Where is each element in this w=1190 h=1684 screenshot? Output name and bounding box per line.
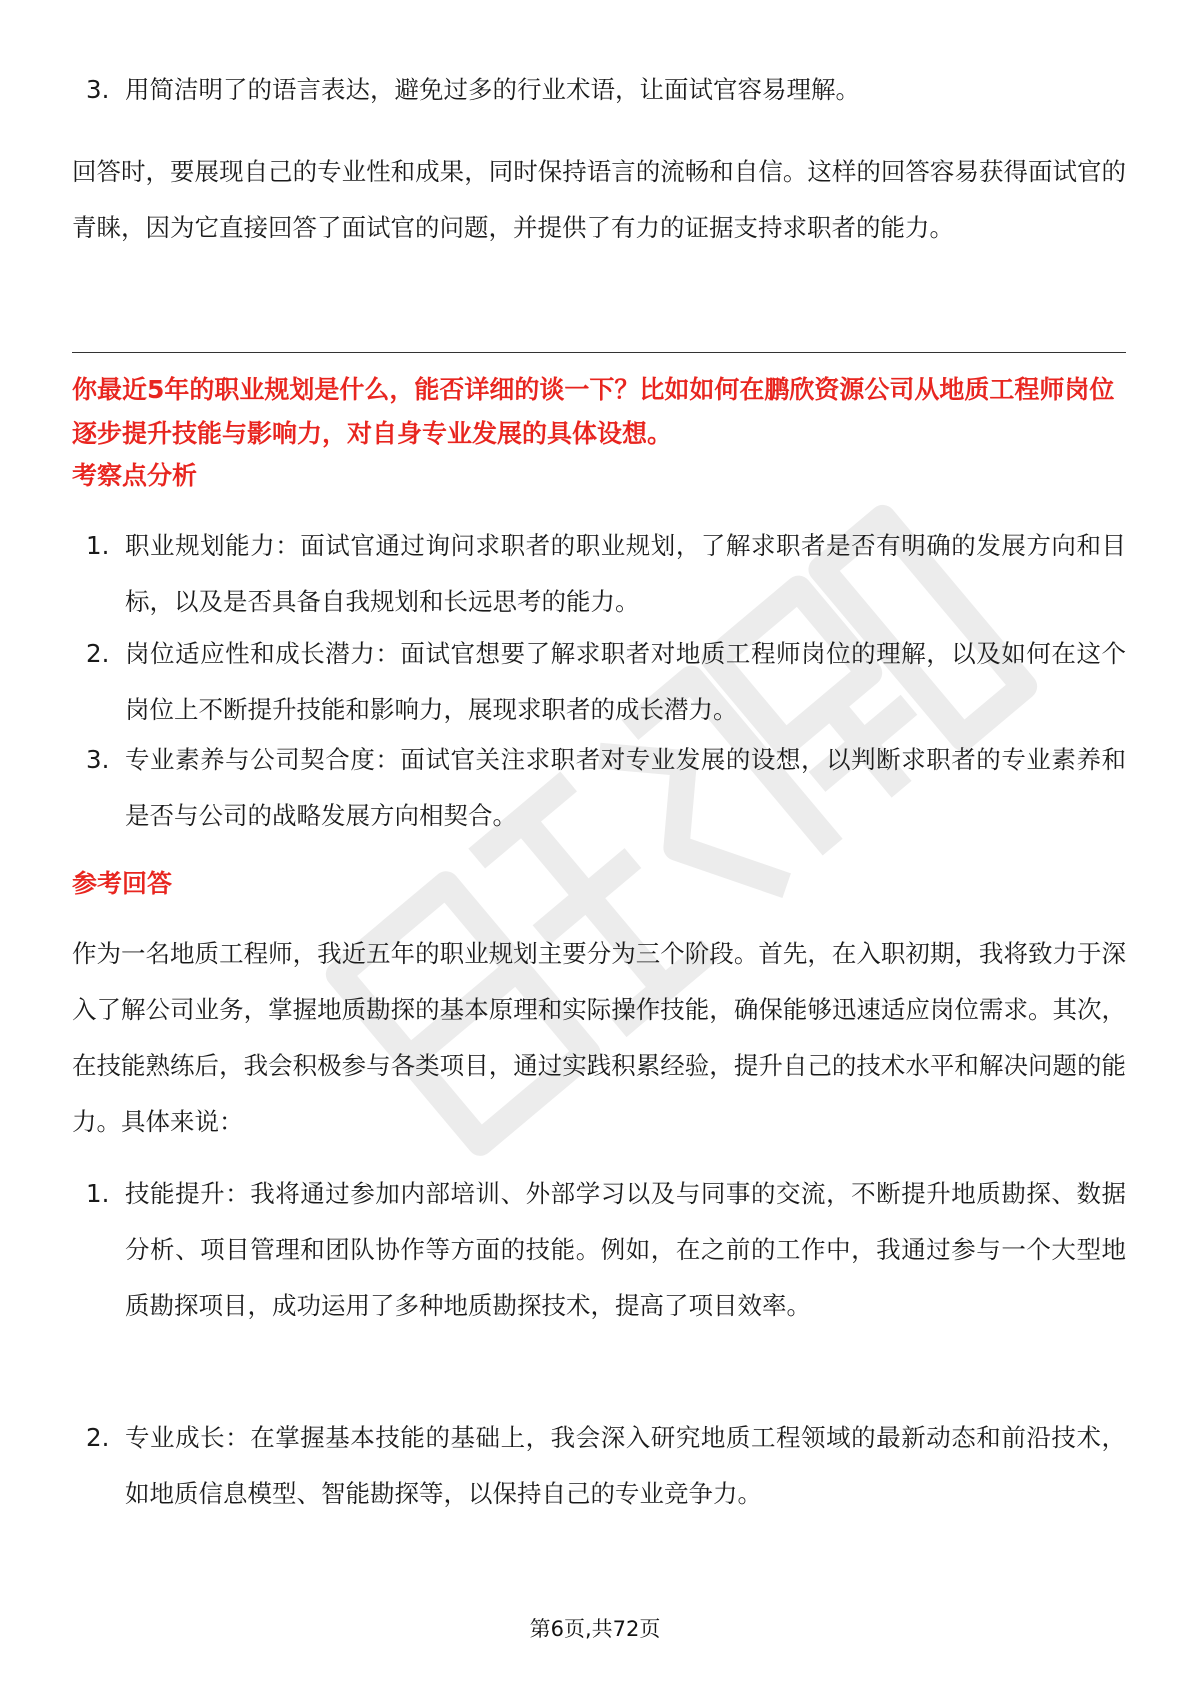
list-number: 2.	[86, 1423, 110, 1452]
list-item-text: 岗位适应性和成长潜力：面试官想要了解求职者对地质工程师岗位的理解，以及如何在这个岗位上不断提升技能和影响力，展现求职者的成长潜力。	[125, 639, 1126, 724]
answer-intro-paragraph: 作为一名地质工程师，我近五年的职业规划主要分为三个阶段。首先，在入职初期，我将致力于深入了解公司业务，掌握地质勘探的基本原理和实际操作技能，确保能够迅速适应岗位需求。其次，在技能熟练后，我会积极参与各类项目，通过实践积累经验，提升自己的技术水平和解决问题的能力。具体来说：	[72, 939, 1126, 1136]
prev-list-item-3	[72, 62, 1126, 118]
analysis-item-3	[72, 732, 1126, 844]
page-footer: 第6页,共72页	[529, 1617, 661, 1641]
list-item-text: 技能提升：我将通过参加内部培训、外部学习以及与同事的交流，不断提升地质勘探、数据分析、项目管理和团队协作等方面的技能。例如，在之前的工作中，我通过参与一个大型地质勘探项目，成功运用了多种地质勘探技术，提高了项目效率。	[125, 1179, 1126, 1320]
list-item-text: 专业成长：在掌握基本技能的基础上，我会深入研究地质工程领域的最新动态和前沿技术，如地质信息模型、智能勘探等，以保持自己的专业竞争力。	[125, 1423, 1126, 1508]
list-item-text: 用简洁明了的语言表达，避免过多的行业术语，让面试官容易理解。	[125, 75, 860, 104]
analysis-heading: 考察点分析	[72, 461, 198, 490]
prev-summary-paragraph: 回答时，要展现自己的专业性和成果，同时保持语言的流畅和自信。这样的回答容易获得面试官的青睐，因为它直接回答了面试官的问题，并提供了有力的证据支持求职者的能力。	[72, 157, 1126, 242]
list-item-text: 职业规划能力：面试官通过询问求职者的职业规划，了解求职者是否有明确的发展方向和目标，以及是否具备自我规划和长远思考的能力。	[125, 531, 1126, 616]
document-page	[72, 0, 1126, 1684]
list-item-text: 专业素养与公司契合度：面试官关注求职者对专业发展的设想，以判断求职者的专业素养和是否与公司的战略发展方向相契合。	[125, 745, 1126, 830]
list-number: 3.	[86, 75, 110, 104]
list-number: 1.	[86, 1179, 110, 1208]
answer-heading: 参考回答	[72, 869, 173, 898]
list-number: 1.	[86, 531, 110, 560]
answer-item-2	[72, 1410, 1126, 1522]
answer-item-1	[72, 1166, 1126, 1334]
interview-question: 你最近5年的职业规划是什么，能否详细的谈一下？比如如何在鹏欣资源公司从地质工程师岗位逐步提升技能与影响力，对自身专业发展的具体设想。	[72, 375, 1115, 448]
analysis-item-1	[72, 518, 1126, 630]
list-number: 3.	[86, 745, 110, 774]
section-divider	[72, 352, 1126, 353]
list-number: 2.	[86, 639, 110, 668]
analysis-item-2	[72, 626, 1126, 738]
